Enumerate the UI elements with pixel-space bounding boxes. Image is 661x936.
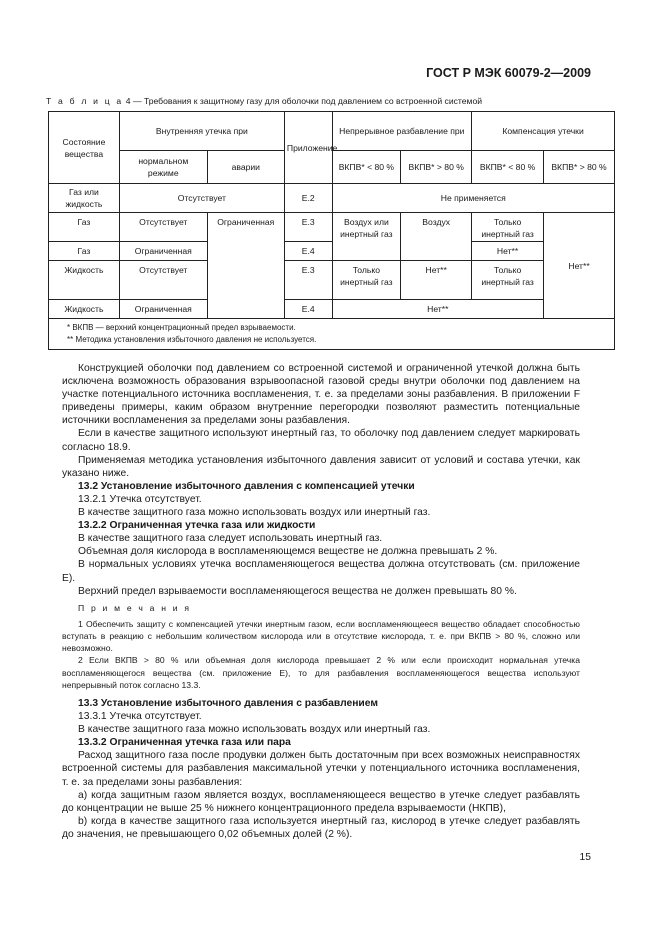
r5-dil-all: Нет** <box>332 300 544 319</box>
list-item: b) когда в качестве защитного газа используется инертный газ, кислород в утечке следует разбавлять до значения, не превышающего 0,02 объемных долей (2 %). <box>62 815 580 840</box>
paragraph: В качестве защитного газа можно использовать воздух или инертный газ. <box>78 507 431 519</box>
clause: 13.2.1 Утечка отсутствует. <box>78 493 202 505</box>
section-heading: 13.2 Установление избыточного давления с компенсацией утечки <box>78 480 415 492</box>
r2-dil-gt80: Воздух <box>401 213 472 261</box>
comp-gt80: Нет** <box>544 213 615 319</box>
r5-state: Жидкость <box>49 300 120 319</box>
clause: 13.3.1 Утечка отсутствует. <box>78 711 202 723</box>
r2-failure: Ограниченная <box>207 213 284 319</box>
head-dil-lt80: ВКПВ* < 80 % <box>332 151 401 184</box>
paragraph: Объемная доля кислорода в воспламеняющемся веществе не должна превышать 2 %. <box>78 546 498 558</box>
notes-title: П р и м е ч а н и я <box>78 602 192 613</box>
r1-state: Газ или жидкость <box>49 184 120 213</box>
head-internal-leak: Внутренняя утечка при <box>119 112 284 151</box>
table-footnotes <box>49 319 615 350</box>
body-text <box>62 362 580 841</box>
standard-header: ГОСТ Р МЭК 60079-2—2009 <box>426 66 591 80</box>
head-state: Состояние вещества <box>49 112 120 184</box>
r2-annex: Е.3 <box>284 213 332 242</box>
r1-annex: Е.2 <box>284 184 332 213</box>
r4-dil-lt80: Только инертный газ <box>332 261 401 300</box>
page-number: 15 <box>579 852 591 863</box>
head-comp-lt80: ВКПВ* < 80 % <box>472 151 544 184</box>
r5-normal: Ограниченная <box>119 300 207 319</box>
table-caption <box>46 96 482 106</box>
paragraph: Применяемая методика установления избыточного давления зависит от условий и состава утечки, как указано ниже. <box>62 454 580 479</box>
r2-comp-lt80: Только инертный газ <box>472 213 544 242</box>
r1-dilution: Не применяется <box>332 184 615 213</box>
list-item: a) когда защитным газом является воздух, воспламеняющееся вещество в утечке следует разбавлять до концентрации не выше 25 % нижнего концентрационного предела взрываемости (НКПВ), <box>62 789 580 814</box>
r4-comp-lt80: Только инертный газ <box>472 261 544 300</box>
paragraph: Если в качестве защитного используют инертный газ, то оболочку под давлением следует маркировать согласно 18.9. <box>62 428 580 453</box>
section-heading: 13.3 Установление избыточного давления с разбавлением <box>78 698 378 709</box>
head-comp-gt80: ВКПВ* > 80 % <box>544 151 615 184</box>
r3-state: Газ <box>49 242 120 261</box>
table-caption-text: 4 — Требования к защитному газу для оболочки под давлением со встроенной системой <box>123 96 483 106</box>
r4-normal: Отсутствует <box>119 261 207 300</box>
r3-normal: Ограниченная <box>119 242 207 261</box>
r3-annex: Е.4 <box>284 242 332 261</box>
footnote-1: * ВКПВ — верхний концентрационный предел взрываемости. <box>67 323 296 332</box>
paragraph: В качестве защитного газа следует использовать инертный газ. <box>78 533 383 545</box>
head-failure: аварии <box>207 151 284 184</box>
head-dil-gt80: ВКПВ* > 80 % <box>401 151 472 184</box>
table-caption-label: Т а б л и ц а <box>46 96 124 106</box>
footnote-2: ** Методика установления избыточного давления не используется. <box>67 335 317 344</box>
head-annex: Приложение <box>284 112 332 184</box>
r5-annex: Е.4 <box>284 300 332 319</box>
r4-annex: Е.3 <box>284 261 332 300</box>
r2-normal: Отсутствует <box>119 213 207 242</box>
head-normal-mode: нормальном режиме <box>119 151 207 184</box>
r2-dil-lt80: Воздух или инертный газ <box>332 213 401 261</box>
subsection-heading: 13.2.2 Ограниченная утечка газа или жидкости <box>78 520 316 532</box>
r2-state: Газ <box>49 213 120 242</box>
r4-state: Жидкость <box>49 261 120 300</box>
head-leak-compensation: Компенсация утечки <box>472 112 615 151</box>
paragraph: В нормальных условиях утечка воспламеняющегося вещества должна отсутствовать (см. приложение Е). <box>62 559 580 584</box>
note-2: 2 Если ВКПВ > 80 % или объемная доля кислорода превышает 2 % или если происходит нормальная утечка воспламеняющегося вещества (см. приложение Е), то для разбавления воспламеняющегося вещества используют непрерывный поток согласно 13.3. <box>62 655 580 690</box>
note-1: 1 Обеспечить защиту с компенсацией утечки инертным газом, если воспламеняющееся вещество обладает способностью вступать в реакцию с небольшим количеством кислорода или в отсутствие кислорода, т. е. при ВКПВ > 80 %, сложно или невозможно. <box>62 618 580 654</box>
subsection-heading: 13.3.2 Ограниченная утечка газа или пара <box>78 737 291 749</box>
r3-comp-lt80: Нет** <box>472 242 544 261</box>
head-continuous-dilution: Непрерывное разбавление при <box>332 112 472 151</box>
r4-dil-gt80: Нет** <box>401 261 472 300</box>
paragraph: Расход защитного газа после продувки должен быть достаточным при всех возможных неисправностях встроенной системы для разбавления максимальной утечки у потенциального источника воспламенения, т. е. за пределами зоны разбавления: <box>62 750 580 788</box>
paragraph: В качестве защитного газа можно использовать воздух или инертный газ. <box>78 724 431 736</box>
paragraph: Верхний предел взрываемости воспламеняющегося вещества не должен превышать 80 %. <box>78 585 517 597</box>
r1-leak: Отсутствует <box>119 184 284 213</box>
paragraph: Конструкцией оболочки под давлением со встроенной системой и ограниченной утечкой должна быть исключена возможность образования взрывоопасной газовой среды внутри оболочки под давлением на участке потенциального источника воспламенения, т. е. за пределами зоны разбавления. В приложении F приведены примеры, каким образом внутренние перегородки позволяют разместить потенциальные источники воспламенения за пределами зоны разбавления. <box>62 363 580 427</box>
requirements-table <box>48 111 615 350</box>
